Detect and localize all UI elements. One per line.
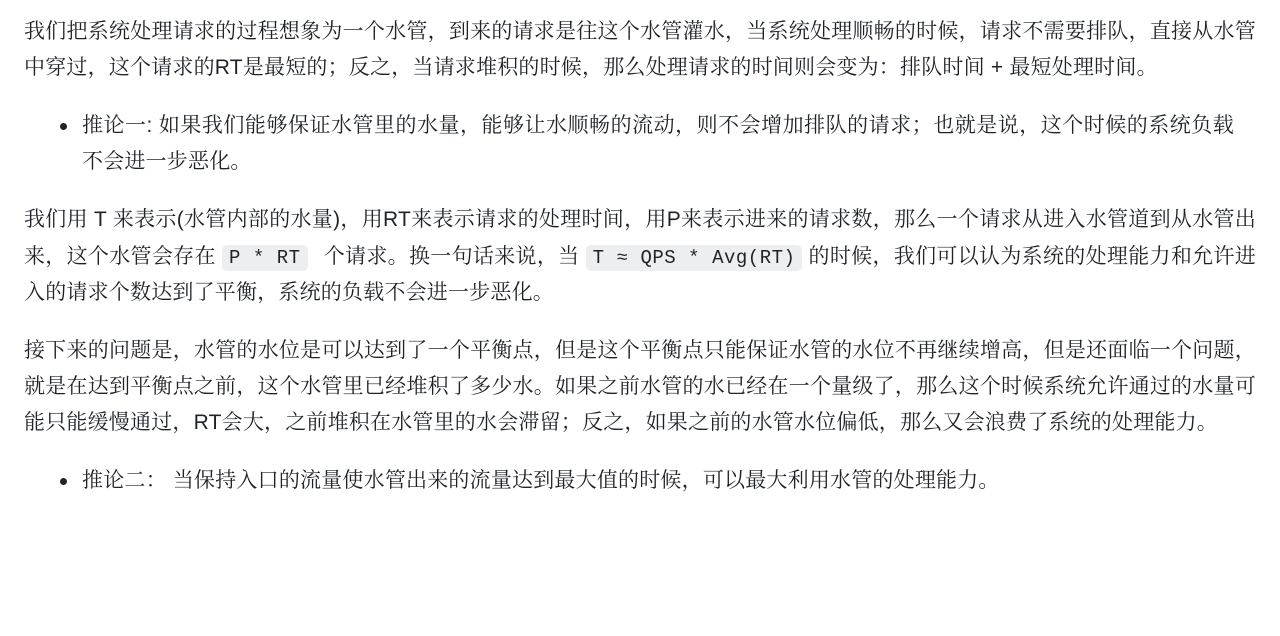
code-p-times-rt: P * RT <box>222 245 308 271</box>
code-t-approx-qps-avg-rt: T ≈ QPS * Avg(RT) <box>586 245 803 271</box>
little-law-text-part-1: 我们用 T 来表示(水管内部的水量)，用RT来表示请求的处理时间，用P来表示进来的请求数，那么一个请求从进入水管道到从水管出来，这个水管会存在 <box>24 208 1256 268</box>
little-law-text-part-2: 个请求。换一句话来说，当 <box>317 244 586 268</box>
bullet-inference-two: 推论二： 当保持入口的流量使水管出来的流量达到最大值的时候，可以最大利用水管的处理能力。 <box>82 463 1256 499</box>
paragraph-equilibrium-point: 接下来的问题是，水管的水位是可以达到了一个平衡点，但是这个平衡点只能保证水管的水位不再继续增高，但是还面临一个问题，就是在达到平衡点之前，这个水管里已经堆积了多少水。如果之前水管的水已经在一个量级了，那么这个时候系统允许通过的水量可能只能缓慢通过，RT会大，之前堆积在水管里的水会滞留；反之，如果之前的水管水位偏低，那么又会浪费了系统的处理能力。 <box>24 338 1256 434</box>
bullet-inference-one: 推论一: 如果我们能够保证水管里的水量，能够让水顺畅的流动，则不会增加排队的请求；也就是说，这个时候的系统负载不会进一步恶化。 <box>82 108 1256 180</box>
bullet-list-inference-one <box>24 108 1256 180</box>
paragraph-little-law <box>24 202 1256 310</box>
little-law-text-part-3: 的时候，我们可以认为系统的处理能力和允许进入的请求个数达到了平衡，系统的负载不会进一步恶化。 <box>24 244 1256 304</box>
paragraph-pipe-analogy: 我们把系统处理请求的过程想象为一个水管，到来的请求是往这个水管灌水，当系统处理顺畅的时候，请求不需要排队，直接从水管中穿过，这个请求的RT是最短的；反之，当请求堆积的时候，那么处理请求的时间则会变为：排队时间 + 最短处理时间。 <box>24 20 1256 80</box>
bullet-list-inference-two <box>24 463 1256 499</box>
